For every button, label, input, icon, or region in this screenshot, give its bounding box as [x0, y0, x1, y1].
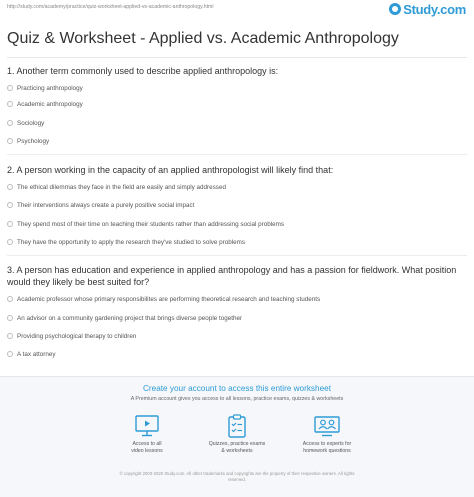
signup-divider: [0, 376, 474, 377]
answer-option[interactable]: [7, 182, 226, 192]
copyright-footer: [40, 471, 434, 483]
answer-option[interactable]: [7, 219, 284, 229]
answer-text: Psychology: [17, 137, 50, 145]
feature-video-lessons: [102, 441, 192, 455]
radio-button[interactable]: [7, 202, 13, 208]
answer-option[interactable]: [7, 136, 49, 146]
answer-text: Academic professor whose primary responsibilites are performing theoretical research and teaching students: [17, 295, 321, 303]
signup-subtitle: A Premium account gives you access to all lessons, practice exams, quizzes & worksheets: [130, 396, 344, 402]
answer-option[interactable]: [7, 118, 44, 128]
answer-text: They have the opportunity to apply the research they've studied to solve problems: [17, 238, 246, 246]
copyright-line: reserved.: [228, 477, 246, 482]
study-logo-text: Study.com: [403, 1, 466, 17]
clipboard-icon: [223, 414, 251, 438]
page-url[interactable]: http://study.com/academy/practice/quiz-worksheet-applied-vs-academic-anthropology.html: [7, 4, 214, 10]
feature-line: Access to all: [132, 441, 162, 447]
answer-option[interactable]: [7, 313, 242, 323]
feature-line: video lessons: [131, 448, 163, 454]
answer-text: Academic anthropology: [17, 100, 83, 108]
radio-button[interactable]: [7, 315, 13, 321]
question-2: 2. A person working in the capacity of an applied anthropologist will likely find that:: [7, 165, 334, 175]
answer-text: Their interventions always create a purely positive social impact: [17, 201, 195, 209]
signup-title[interactable]: Create your account to access this entire worksheet: [143, 384, 331, 393]
answer-text: An advisor on a community gardening project that brings diverse people together: [17, 314, 243, 322]
radio-button[interactable]: [7, 333, 13, 339]
question-1: 1. Another term commonly used to describe applied anthropology is:: [7, 66, 279, 76]
answer-option[interactable]: [7, 349, 56, 359]
study-logo[interactable]: [389, 2, 466, 16]
monitor-icon: [133, 414, 161, 438]
radio-button[interactable]: [7, 221, 13, 227]
answer-option[interactable]: [7, 99, 83, 109]
study-logo-icon: [389, 3, 401, 15]
feature-line: Quizzes, practice exams: [208, 441, 266, 447]
radio-button[interactable]: [7, 296, 13, 302]
answer-text: Practicing anthropology: [17, 84, 83, 92]
answer-text: The ethical dilemmas they face in the field are easily and simply addressed: [17, 183, 226, 191]
top-bar: [0, 0, 474, 20]
question-divider: [7, 255, 467, 256]
answer-option[interactable]: [7, 83, 83, 93]
radio-button[interactable]: [7, 351, 13, 357]
radio-button[interactable]: [7, 184, 13, 190]
question-3-line-2: would they likely be best suited for?: [7, 277, 150, 287]
feature-experts: [282, 441, 372, 455]
question-3: [7, 264, 456, 288]
answer-text: A tax attorney: [17, 350, 56, 358]
page-title: Quiz & Worksheet - Applied vs. Academic Anthropology: [7, 30, 399, 47]
feature-line: & worksheets: [221, 448, 253, 454]
answer-option[interactable]: [7, 331, 136, 341]
question-divider: [7, 154, 467, 155]
copyright-line: © copyright 2003-2020 Study.com. All other trademarks and copyrights are the property of their respective owners. All rights: [119, 471, 355, 476]
radio-button[interactable]: [7, 120, 13, 126]
radio-button[interactable]: [7, 101, 13, 107]
radio-button[interactable]: [7, 138, 13, 144]
radio-button[interactable]: [7, 85, 13, 91]
answer-option[interactable]: [7, 237, 245, 247]
answer-text: They spend most of their time on teaching their students rather than addressing social problems: [17, 220, 285, 228]
feature-line: homework questions: [303, 448, 351, 454]
title-divider: [7, 57, 467, 58]
feature-line: Access to experts for: [302, 441, 352, 447]
answer-option[interactable]: [7, 200, 194, 210]
experts-icon: [313, 414, 341, 438]
question-3-line-1: 3. A person has education and experience in applied anthropology and has a passion for fieldwork. What position: [7, 265, 457, 275]
answer-text: Sociology: [17, 119, 45, 127]
feature-quizzes: [192, 441, 282, 455]
answer-text: Providing psychological therapy to children: [17, 332, 137, 340]
answer-option[interactable]: [7, 294, 320, 304]
radio-button[interactable]: [7, 239, 13, 245]
